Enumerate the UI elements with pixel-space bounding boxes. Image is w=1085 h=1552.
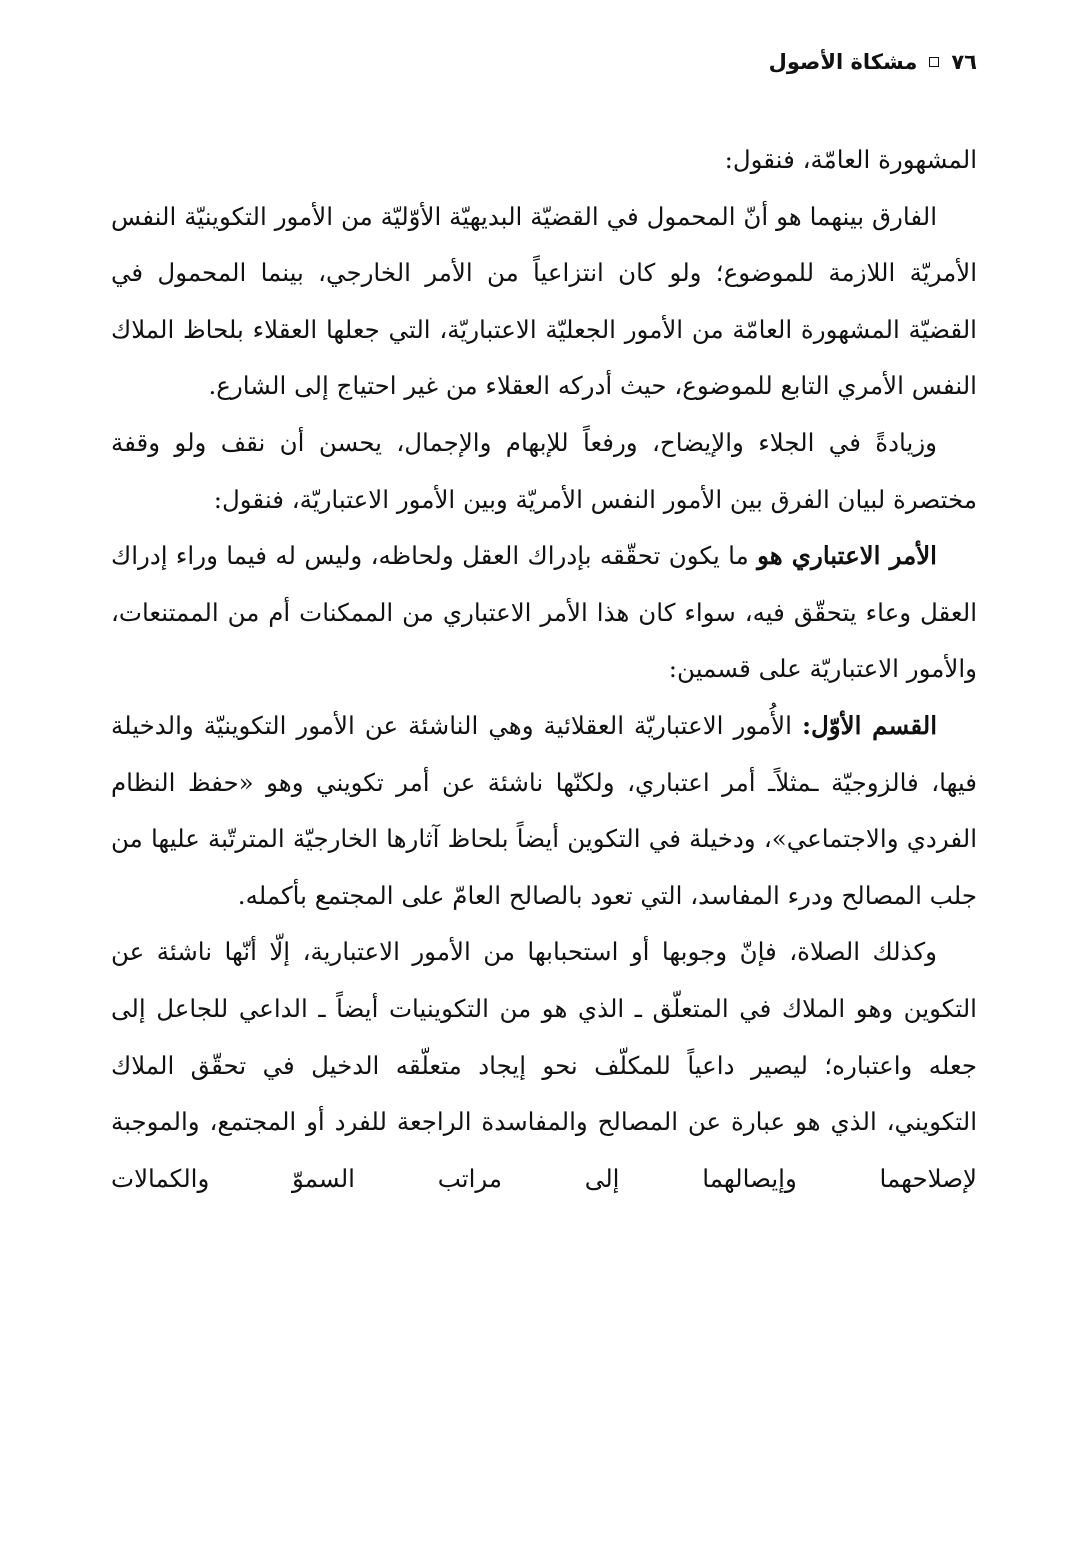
paragraph-3: وزيادةً في الجلاء والإيضاح، ورفعاً للإبهام والإجمال، يحسن أن نقف ولو وقفة مختصرة لبيان الفرق بين الأمور النفس الأمريّة وبين الأمور الاعتباريّة، فنقول: xyxy=(111,427,977,514)
definition-text: ما يكون تحقّقه بإدراك العقل ولحاظه، وليس له فيما وراء إدراك العقل وعاء يتحقّق فيه، سواء كان هذا الأمر الاعتباري من الممكنات أم من الممتنعات، والأمور الاعتباريّة على قسمين: xyxy=(111,541,977,684)
section-term: القسم الأوّل: xyxy=(801,710,937,740)
paragraph-4 xyxy=(111,528,977,698)
definition-term: الأمر الاعتباري هو xyxy=(757,541,937,571)
page-body xyxy=(111,132,977,1207)
square-separator-icon xyxy=(929,57,939,67)
paragraph-5 xyxy=(111,698,977,924)
paragraph-1: المشهورة العامّة، فنقول: xyxy=(724,145,977,174)
paragraph-2: الفارق بينهما هو أنّ المحمول في القضيّة البديهيّة الأوّليّة من الأمور التكوينيّة النفس الأمريّة اللازمة للموضوع؛ ولو كان انتزاعياً من الأمر الخارجي، بينما المحمول في القضيّة المشهورة العامّة من الأمور الجعليّة الاعتباريّة، التي جعلها العقلاء بلحاظ الملاك النفس الأمري التابع للموضوع، حيث أدركه العقلاء من غير احتياج إلى الشارع. xyxy=(111,201,977,401)
running-header xyxy=(769,50,977,74)
paragraph-6: وكذلك الصلاة، فإنّ وجوبها أو استحبابها من الأمور الاعتبارية، إلّا أنّها ناشئة عن التكوين وهو الملاك في المتعلّق ـ الذي هو من التكوينيات أيضاً ـ الداعي للجاعل إلى جعله واعتباره؛ ليصير داعياً للمكلّف نحو إيجاد متعلّقه الدخيل في تحقّق الملاك التكويني، الذي هو عبارة عن المصالح والمفاسدة الراجعة للفرد أو المجتمع، والموجبة لإصلاحهما وإيصالهما إلى مراتب السموّ والكمالات xyxy=(111,937,977,1193)
book-title: مشكاة الأصول xyxy=(768,50,918,74)
section-text: الأُمور الاعتباريّة العقلائية وهي الناشئة عن الأمور التكوينيّة والدخيلة فيها، فالزوجيّة ـمثلاًـ أمر اعتباري، ولكنّها ناشئة عن أمر تكويني وهو «حفظ النظام الفردي والاجتماعي»، ودخيلة في التكوين أيضاً بلحاظ آثارها الخارجيّة المترتّبة عليها من جلب المصالح ودرء المفاسد، التي تعود بالصالح العامّ على المجتمع بأكمله. xyxy=(111,710,977,910)
page-number: ٧٦ xyxy=(951,50,977,74)
